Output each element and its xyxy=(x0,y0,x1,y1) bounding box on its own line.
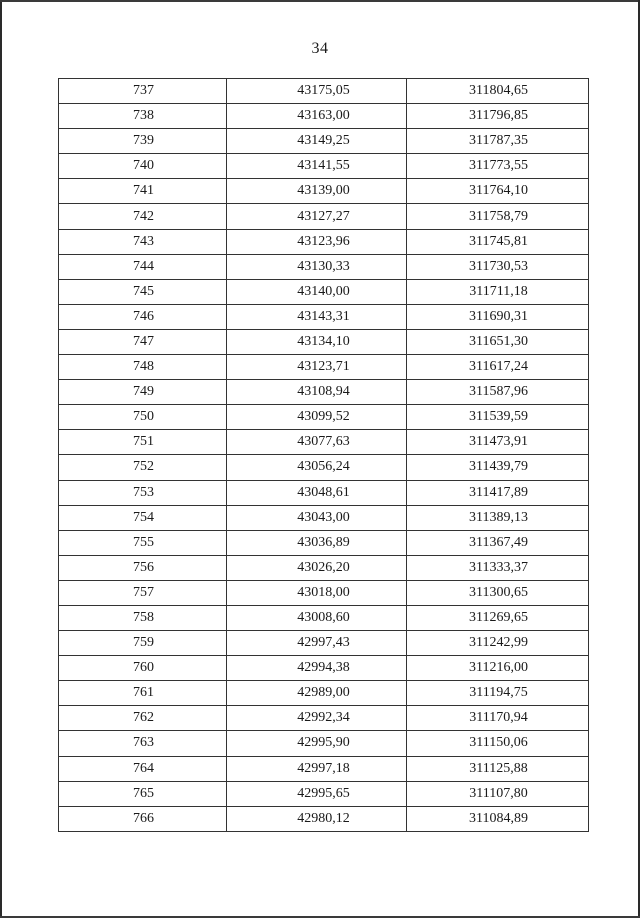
x-coordinate-cell: 43026,20 xyxy=(227,555,407,580)
x-coordinate-cell: 43140,00 xyxy=(227,279,407,304)
point-number-cell: 741 xyxy=(59,179,227,204)
table-row xyxy=(59,329,589,354)
point-number-cell: 759 xyxy=(59,631,227,656)
y-coordinate-cell: 311711,18 xyxy=(407,279,589,304)
y-coordinate-cell: 311300,65 xyxy=(407,580,589,605)
x-coordinate-cell: 42994,38 xyxy=(227,656,407,681)
y-coordinate-cell: 311539,59 xyxy=(407,405,589,430)
x-coordinate-cell: 43149,25 xyxy=(227,129,407,154)
page-edge-left xyxy=(0,0,2,918)
point-number-cell: 752 xyxy=(59,455,227,480)
point-number-cell: 762 xyxy=(59,706,227,731)
point-number-cell: 750 xyxy=(59,405,227,430)
x-coordinate-cell: 42989,00 xyxy=(227,681,407,706)
point-number-cell: 743 xyxy=(59,229,227,254)
y-coordinate-cell: 311367,49 xyxy=(407,530,589,555)
y-coordinate-cell: 311758,79 xyxy=(407,204,589,229)
x-coordinate-cell: 42997,43 xyxy=(227,631,407,656)
x-coordinate-cell: 42995,90 xyxy=(227,731,407,756)
point-number-cell: 764 xyxy=(59,756,227,781)
table-row xyxy=(59,179,589,204)
x-coordinate-cell: 43048,61 xyxy=(227,480,407,505)
table-row xyxy=(59,681,589,706)
y-coordinate-cell: 311745,81 xyxy=(407,229,589,254)
table-row xyxy=(59,380,589,405)
x-coordinate-cell: 43143,31 xyxy=(227,304,407,329)
table-row xyxy=(59,304,589,329)
table-row xyxy=(59,555,589,580)
table-row xyxy=(59,656,589,681)
coordinates-table-body xyxy=(59,79,589,832)
y-coordinate-cell: 311730,53 xyxy=(407,254,589,279)
point-number-cell: 757 xyxy=(59,580,227,605)
table-row xyxy=(59,229,589,254)
x-coordinate-cell: 43018,00 xyxy=(227,580,407,605)
x-coordinate-cell: 43036,89 xyxy=(227,530,407,555)
y-coordinate-cell: 311439,79 xyxy=(407,455,589,480)
table-row xyxy=(59,129,589,154)
x-coordinate-cell: 43043,00 xyxy=(227,505,407,530)
y-coordinate-cell: 311333,37 xyxy=(407,555,589,580)
y-coordinate-cell: 311242,99 xyxy=(407,631,589,656)
point-number-cell: 753 xyxy=(59,480,227,505)
table-row xyxy=(59,731,589,756)
point-number-cell: 740 xyxy=(59,154,227,179)
point-number-cell: 755 xyxy=(59,530,227,555)
point-number-cell: 738 xyxy=(59,104,227,129)
point-number-cell: 737 xyxy=(59,79,227,104)
point-number-cell: 763 xyxy=(59,731,227,756)
x-coordinate-cell: 43008,60 xyxy=(227,605,407,630)
x-coordinate-cell: 43108,94 xyxy=(227,380,407,405)
y-coordinate-cell: 311269,65 xyxy=(407,605,589,630)
y-coordinate-cell: 311690,31 xyxy=(407,304,589,329)
point-number-cell: 746 xyxy=(59,304,227,329)
point-number-cell: 766 xyxy=(59,806,227,831)
point-number-cell: 760 xyxy=(59,656,227,681)
x-coordinate-cell: 43141,55 xyxy=(227,154,407,179)
table-row xyxy=(59,204,589,229)
table-row xyxy=(59,430,589,455)
point-number-cell: 747 xyxy=(59,329,227,354)
x-coordinate-cell: 42992,34 xyxy=(227,706,407,731)
coordinates-table xyxy=(58,78,589,832)
table-row xyxy=(59,706,589,731)
x-coordinate-cell: 43056,24 xyxy=(227,455,407,480)
x-coordinate-cell: 42995,65 xyxy=(227,781,407,806)
y-coordinate-cell: 311773,55 xyxy=(407,154,589,179)
table-row xyxy=(59,455,589,480)
table-row xyxy=(59,480,589,505)
page-number: 34 xyxy=(311,40,329,57)
point-number-cell: 751 xyxy=(59,430,227,455)
point-number-cell: 765 xyxy=(59,781,227,806)
table-row xyxy=(59,79,589,104)
y-coordinate-cell: 311107,80 xyxy=(407,781,589,806)
point-number-cell: 761 xyxy=(59,681,227,706)
y-coordinate-cell: 311417,89 xyxy=(407,480,589,505)
table-row xyxy=(59,756,589,781)
point-number-cell: 754 xyxy=(59,505,227,530)
table-row xyxy=(59,405,589,430)
x-coordinate-cell: 42980,12 xyxy=(227,806,407,831)
point-number-cell: 748 xyxy=(59,355,227,380)
y-coordinate-cell: 311170,94 xyxy=(407,706,589,731)
table-row xyxy=(59,781,589,806)
y-coordinate-cell: 311804,65 xyxy=(407,79,589,104)
point-number-cell: 742 xyxy=(59,204,227,229)
y-coordinate-cell: 311150,06 xyxy=(407,731,589,756)
page-edge-top xyxy=(0,0,640,2)
table-row xyxy=(59,631,589,656)
x-coordinate-cell: 43134,10 xyxy=(227,329,407,354)
y-coordinate-cell: 311787,35 xyxy=(407,129,589,154)
point-number-cell: 749 xyxy=(59,380,227,405)
table-row xyxy=(59,530,589,555)
x-coordinate-cell: 43175,05 xyxy=(227,79,407,104)
y-coordinate-cell: 311764,10 xyxy=(407,179,589,204)
y-coordinate-cell: 311194,75 xyxy=(407,681,589,706)
y-coordinate-cell: 311651,30 xyxy=(407,329,589,354)
y-coordinate-cell: 311587,96 xyxy=(407,380,589,405)
table-row xyxy=(59,154,589,179)
y-coordinate-cell: 311216,00 xyxy=(407,656,589,681)
x-coordinate-cell: 42997,18 xyxy=(227,756,407,781)
table-row xyxy=(59,279,589,304)
y-coordinate-cell: 311796,85 xyxy=(407,104,589,129)
table-row xyxy=(59,254,589,279)
table-row xyxy=(59,505,589,530)
y-coordinate-cell: 311389,13 xyxy=(407,505,589,530)
table-row xyxy=(59,806,589,831)
point-number-cell: 744 xyxy=(59,254,227,279)
y-coordinate-cell: 311125,88 xyxy=(407,756,589,781)
x-coordinate-cell: 43139,00 xyxy=(227,179,407,204)
table-row xyxy=(59,104,589,129)
x-coordinate-cell: 43099,52 xyxy=(227,405,407,430)
x-coordinate-cell: 43130,33 xyxy=(227,254,407,279)
x-coordinate-cell: 43127,27 xyxy=(227,204,407,229)
point-number-cell: 758 xyxy=(59,605,227,630)
point-number-cell: 739 xyxy=(59,129,227,154)
table-row xyxy=(59,355,589,380)
y-coordinate-cell: 311473,91 xyxy=(407,430,589,455)
x-coordinate-cell: 43123,71 xyxy=(227,355,407,380)
x-coordinate-cell: 43077,63 xyxy=(227,430,407,455)
table-row xyxy=(59,580,589,605)
x-coordinate-cell: 43163,00 xyxy=(227,104,407,129)
point-number-cell: 756 xyxy=(59,555,227,580)
y-coordinate-cell: 311084,89 xyxy=(407,806,589,831)
y-coordinate-cell: 311617,24 xyxy=(407,355,589,380)
point-number-cell: 745 xyxy=(59,279,227,304)
x-coordinate-cell: 43123,96 xyxy=(227,229,407,254)
table-row xyxy=(59,605,589,630)
